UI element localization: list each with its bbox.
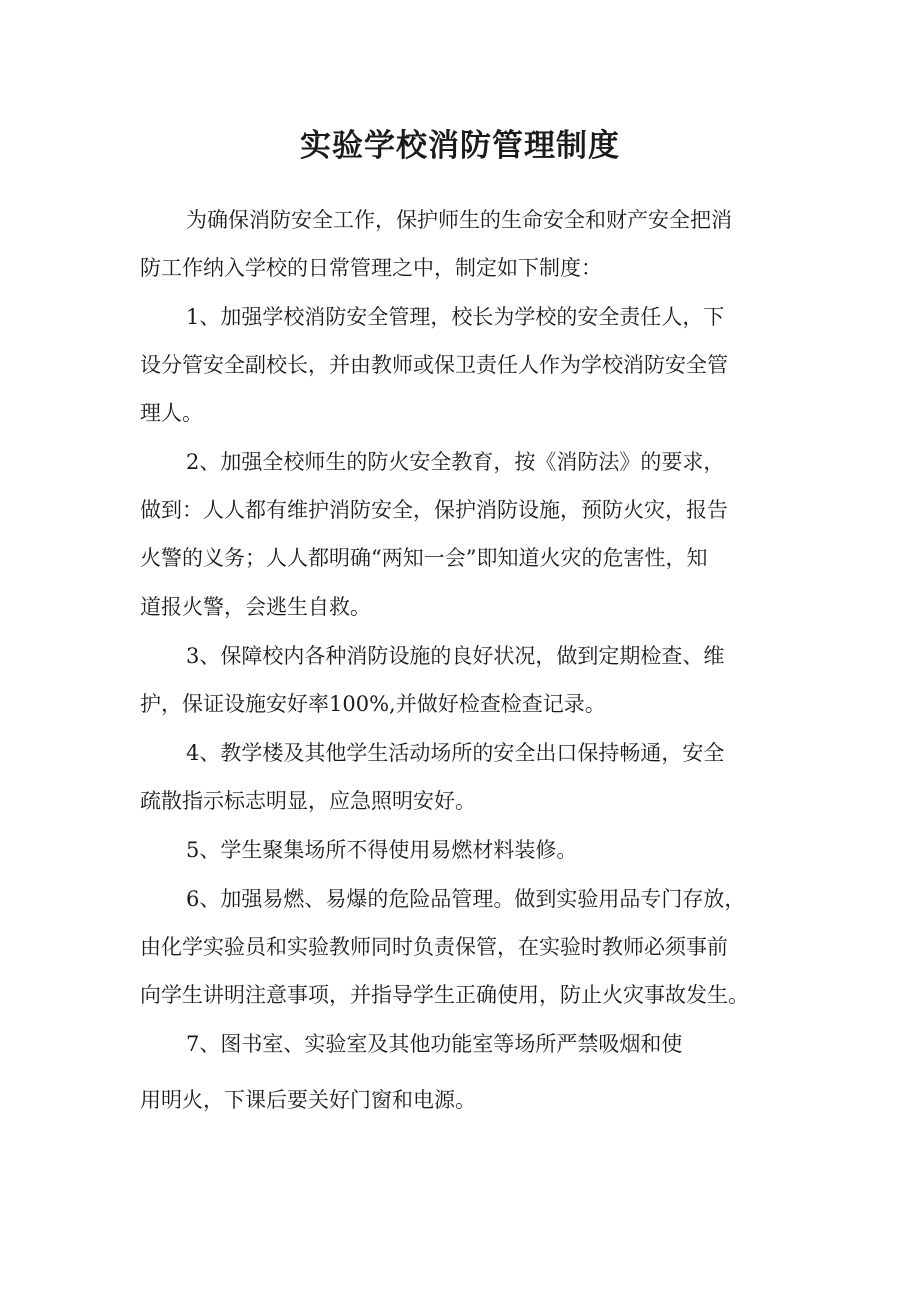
item-7-line-2: 用明火，下课后要关好门窗和电源。: [140, 1088, 476, 1112]
item-2-line-1: 2、加强全校师生的防火安全教育，按《消防法》的要求，: [186, 450, 725, 474]
item-2-line-2: 做到：人人都有维护消防安全，保护消防设施，预防火灾，报告: [140, 498, 728, 522]
item-4-line-2: 疏散指示标志明显，应急照明安好。: [140, 789, 476, 813]
item-6-line-2: 由化学实验员和实验教师同时负责保管，在实验时教师必须事前: [140, 935, 728, 959]
item-6-line-3: 向学生讲明注意事项，并指导学生正确使用，防止火灾事故发生。: [140, 983, 749, 1007]
item-3-line-2: 护，保证设施安好率100%,并做好检查检查记录。: [140, 692, 606, 716]
item-7-line-1: 7、图书室、实验室及其他功能室等场所严禁吸烟和使: [186, 1032, 683, 1056]
item-1-line-1: 1、加强学校消防安全管理，校长为学校的安全责任人，下: [186, 305, 725, 329]
intro-line-1: 为确保消防安全工作，保护师生的生命安全和财产安全把消: [186, 208, 732, 232]
item-3-line-1: 3、保障校内各种消防设施的良好状况，做到定期检查、维: [186, 644, 725, 668]
document-title: 实验学校消防管理制度: [300, 128, 620, 164]
item-2-line-3: 火警的义务；人人都明确“两知一会”即知道火灾的危害性，知: [140, 546, 708, 570]
item-6-line-1: 6、加强易燃、易爆的危险品管理。做到实验用品专门存放，: [186, 887, 746, 911]
item-1-line-3: 理人。: [140, 401, 203, 425]
item-2-line-4: 道报火警，会逃生自救。: [140, 595, 371, 619]
intro-line-2: 防工作纳入学校的日常管理之中，制定如下制度：: [140, 256, 602, 280]
item-1-line-2: 设分管安全副校长，并由教师或保卫责任人作为学校消防安全管: [140, 353, 728, 377]
item-5-line-1: 5、学生聚集场所不得使用易燃材料装修。: [186, 838, 578, 862]
item-4-line-1: 4、教学楼及其他学生活动场所的安全出口保持畅通，安全: [186, 741, 725, 765]
